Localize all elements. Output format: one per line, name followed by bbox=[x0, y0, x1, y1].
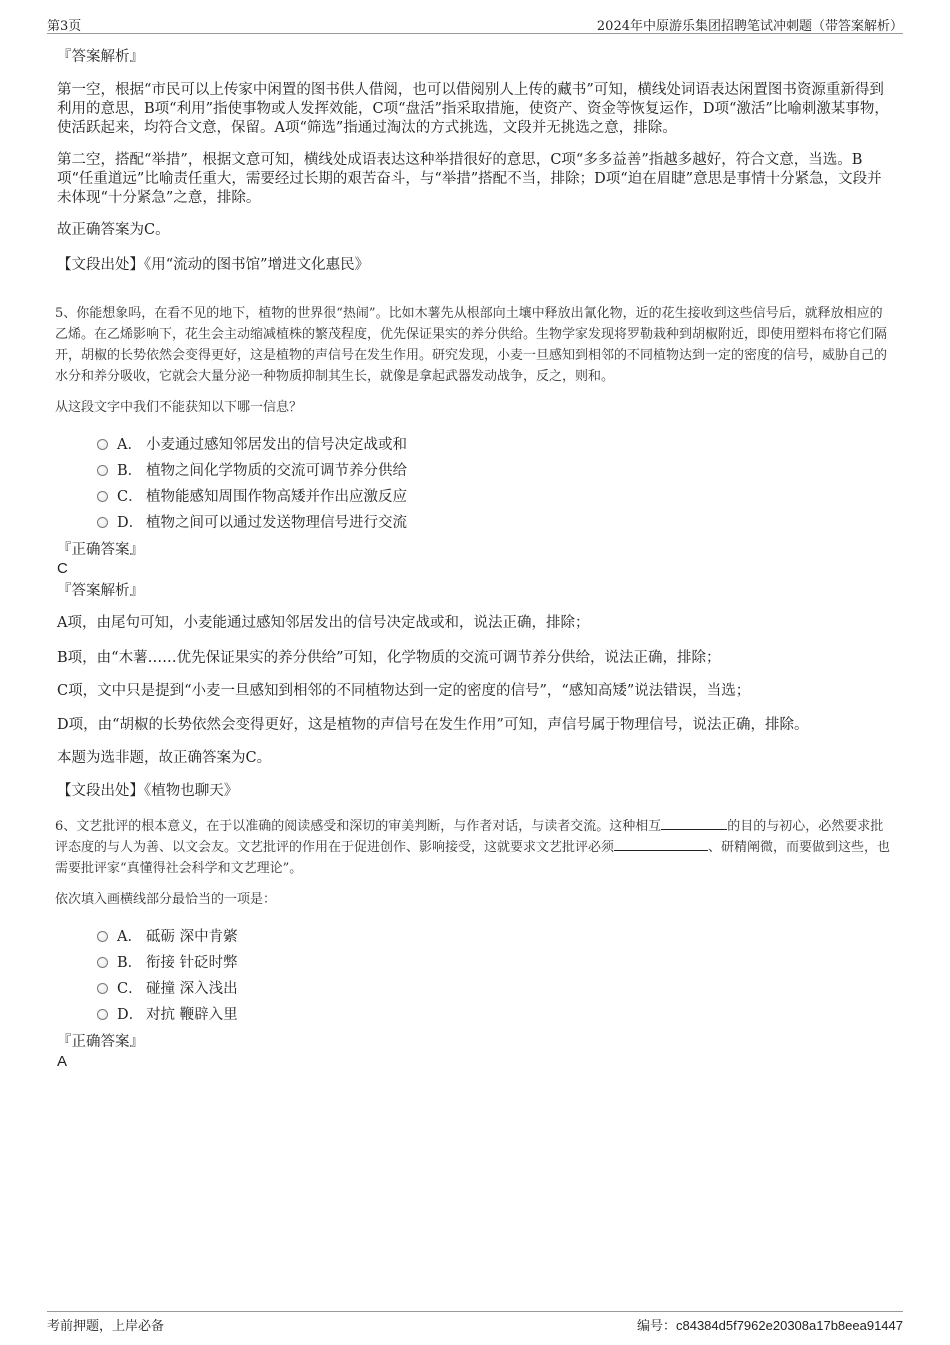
q6-correct-label: 『正确答案』 bbox=[57, 1034, 144, 1050]
q5-correct-answer: C bbox=[57, 560, 68, 577]
q4-analysis-para2: 第二空，搭配“举措”，根据文意可知，横线处成语表达这种举措很好的意思，C项“多多益善”指越多越好，符合文意，当选。B项“任重道远”比喻责任重大，需要经过长期的艰苦奋斗，与“举措”搭配不当，排除；D项“迫在眉睫”意思是事情十分紧急，文段并未体现“十分紧急”之意，排除。 bbox=[57, 152, 882, 206]
q5-analysis-label: 『答案解析』 bbox=[57, 583, 144, 599]
q5-option-d[interactable]: D． 植物之间可以通过发送物理信号进行交流 bbox=[97, 514, 407, 532]
q5-question: 从这段文字中我们不能获知以下哪一信息？ bbox=[55, 400, 303, 415]
document-code: 编号：c84384d5f7962e20308a17b8eea91447 bbox=[636, 1318, 903, 1333]
q6-option-c[interactable]: C． 碰撞 深入浅出 bbox=[97, 980, 238, 998]
q5-source: 【文段出处】《植物也聊天》 bbox=[57, 783, 239, 799]
q4-conclusion: 故正确答案为C。 bbox=[57, 222, 170, 238]
q5-correct-label: 『正确答案』 bbox=[57, 542, 144, 558]
page-number: 第3页 bbox=[47, 19, 82, 34]
q5-analysis-a: A项，由尾句可知，小麦能通过感知邻居发出的信号决定战或和，说法正确，排除； bbox=[57, 615, 590, 631]
q5-analysis-b: B项，由“木薯……优先保证果实的养分供给”可知，化学物质的交流可调节养分供给，说法正确，排除； bbox=[57, 650, 721, 666]
q6-correct-answer: A bbox=[57, 1053, 68, 1070]
blank-2 bbox=[614, 850, 708, 851]
q5-conclusion: 本题为选非题，故正确答案为C。 bbox=[57, 750, 272, 766]
q6-stem: 6、文艺批评的根本意义，在于以准确的阅读感受和深切的审美判断，与作者对话，与读者交流。这种相互 的目的与初心，必然要求批评态度的与人为善、以文会友。文艺批评的作用在于促进创作、影响接受，这就要求文艺批评必须 、研精阐微，而要做到这些，也需要批评家“真懂得社会科学和文艺理论”。 bbox=[55, 819, 891, 876]
radio-icon[interactable] bbox=[97, 957, 108, 968]
radio-icon[interactable] bbox=[97, 1009, 108, 1020]
page-footer bbox=[47, 1311, 903, 1334]
q5-option-a[interactable]: A． 小麦通过感知邻居发出的信号决定战或和 bbox=[97, 436, 407, 454]
q6-question: 依次填入画横线部分最恰当的一项是： bbox=[55, 892, 277, 907]
q4-analysis-para1: 第一空，根据“市民可以上传家中闲置的图书供人借阅，也可以借阅别人上传的藏书”可知，横线处词语表达闲置图书资源重新得到利用的意思，B项“利用”指使事物或人发挥效能，C项“盘活”指采取措施，使资产、资金等恢复运作，D项“激活”比喻刺激某事物，使活跃起来，均符合文意，保留。A项“筛选”指通过淘汰的方式挑选，文段并无挑选之意，排除。 bbox=[57, 82, 889, 136]
radio-icon[interactable] bbox=[97, 931, 108, 942]
q5-option-c[interactable]: C． 植物能感知周围作物高矮并作出应激反应 bbox=[97, 488, 407, 506]
q6-option-a[interactable]: A． 砥砺 深中肯綮 bbox=[97, 928, 238, 946]
q6-option-b[interactable]: B． 衔接 针砭时弊 bbox=[97, 954, 238, 972]
radio-icon[interactable] bbox=[97, 491, 108, 502]
radio-icon[interactable] bbox=[97, 439, 108, 450]
q5-analysis-d: D项，由“胡椒的长势依然会变得更好，这是植物的声信号在发生作用”可知，声信号属于物理信号，说法正确，排除。 bbox=[57, 717, 809, 733]
q5-stem: 5、你能想象吗，在看不见的地下，植物的世界很“热闹”。比如木薯先从根部向土壤中释放出氰化物，近的花生接收到这些信号后，就释放相应的乙烯。在乙烯影响下，花生会主动缩减植株的繁茂程度，优先保证果实的养分供给。生物学家发现将罗勒栽种到胡椒附近，即使用塑料布将它们隔开，胡椒的长势依然会变得更好，这是植物的声信号在发生作用。研究发现，小麦一旦感知到相邻的不同植物达到一定的密度的信号，威胁自己的水分和养分吸收，它就会大量分泌一种物质抑制其生长，就像是拿起武器发动战争，反之，则和。 bbox=[55, 306, 888, 384]
page-header bbox=[47, 13, 903, 34]
q6-option-d[interactable]: D． 对抗 鞭辟入里 bbox=[97, 1006, 238, 1024]
footer-slogan: 考前押题，上岸必备 bbox=[47, 1319, 165, 1334]
blank-1 bbox=[661, 829, 727, 830]
q4-analysis-label: 『答案解析』 bbox=[57, 49, 144, 65]
q5-analysis-c: C项，文中只是提到“小麦一旦感知到相邻的不同植物达到一定的密度的信号”，“感知高矮”说法错误，当选； bbox=[57, 683, 751, 699]
radio-icon[interactable] bbox=[97, 983, 108, 994]
q5-option-b[interactable]: B． 植物之间化学物质的交流可调节养分供给 bbox=[97, 462, 407, 480]
document-title: 2024年中原游乐集团招聘笔试冲刺题（带答案解析） bbox=[596, 19, 903, 34]
q4-source: 【文段出处】《用“流动的图书馆”增进文化惠民》 bbox=[57, 257, 370, 273]
radio-icon[interactable] bbox=[97, 517, 108, 528]
radio-icon[interactable] bbox=[97, 465, 108, 476]
